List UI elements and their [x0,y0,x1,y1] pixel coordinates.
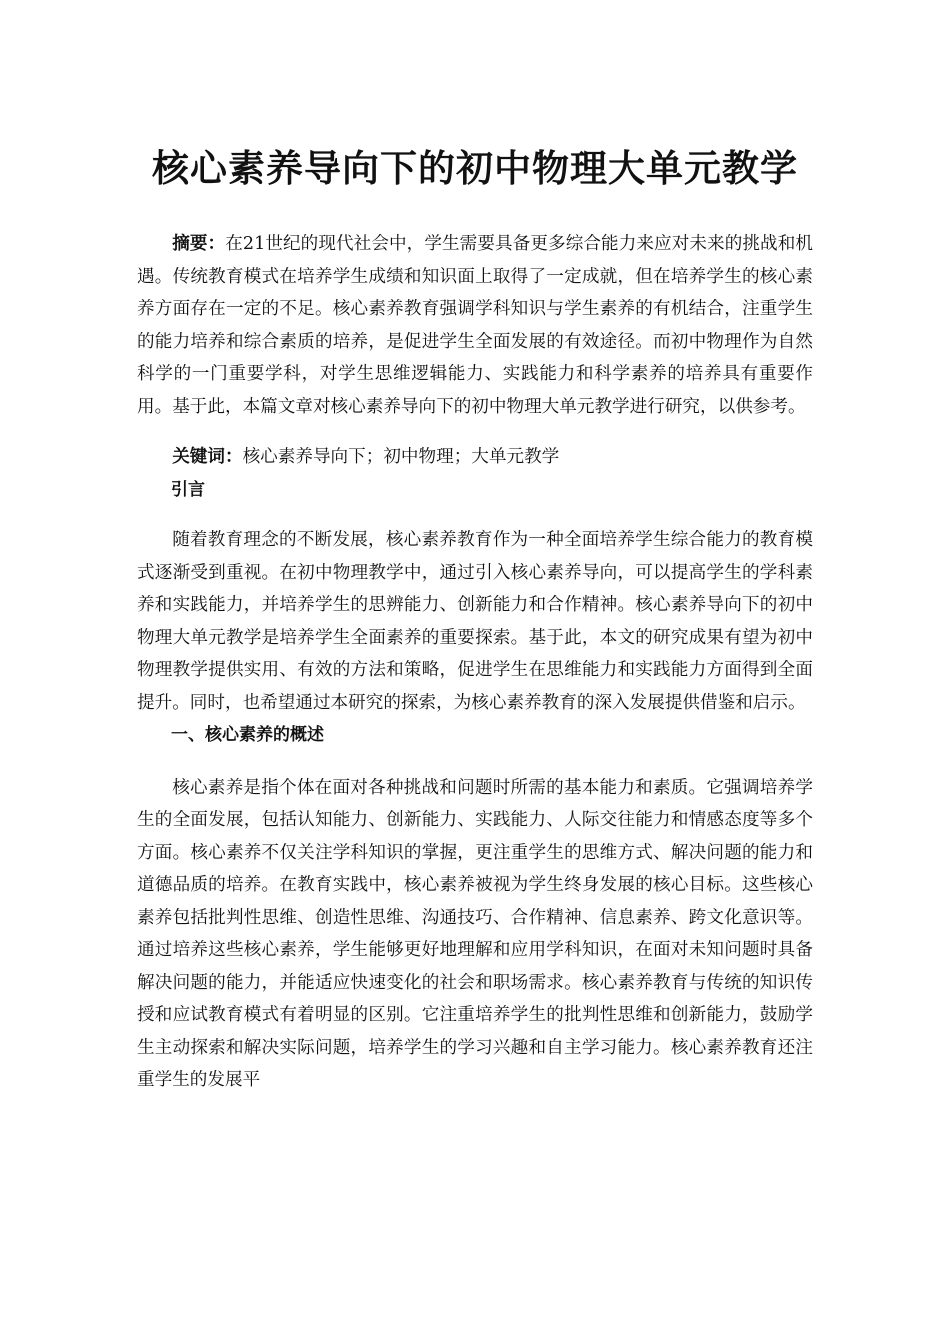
intro-paragraph: 随着教育理念的不断发展，核心素养教育作为一种全面培养学生综合能力的教育模式逐渐受到重视。在初中物理教学中，通过引入核心素养导向，可以提高学生的学科素养和实践能力，并培养学生的思辨能力、创新能力和合作精神。核心素养导向下的初中物理大单元教学是培养学生全面素养的重要探索。基于此，本文的研究成果有望为初中物理教学提供实用、有效的方法和策略，促进学生在思维能力和实践能力方面得到全面提升。同时，也希望通过本研究的探索，为核心素养教育的深入发展提供借鉴和启示。 [137,530,813,713]
document-body [137,228,813,1097]
page-title: 核心素养导向下的初中物理大单元教学 [152,147,798,190]
intro-heading: 引言 [171,479,205,500]
section1-heading: 一、核心素养的概述 [171,725,324,745]
abstract-paragraph [137,228,813,423]
keywords-paragraph [137,441,813,474]
keywords-label: 关键词： [172,447,243,467]
keywords-text: 核心素养导向下；初中物理；大单元教学 [242,447,560,467]
section1-paragraph: 核心素养是指个体在面对各种挑战和问题时所需的基本能力和素质。它强调培养学生的全面发展，包括认知能力、创新能力、实践能力、人际交往能力和情感态度等多个方面。核心素养不仅关注学科知识的掌握，更注重学生的思维方式、解决问题的能力和道德品质的培养。在教育实践中，核心素养被视为学生终身发展的核心目标。这些核心素养包括批判性思维、创造性思维、沟通技巧、合作精神、信息素养、跨文化意识等。通过培养这些核心素养，学生能够更好地理解和应用学科知识，在面对未知问题时具备解决问题的能力，并能适应快速变化的社会和职场需求。核心素养教育与传统的知识传授和应试教育模式有着明显的区别。它注重培养学生的批判性思维和创新能力，鼓励学生主动探索和解决实际问题，培养学生的学习兴趣和自主学习能力。核心素养教育还注重学生的发展平 [137,777,813,1090]
abstract-label: 摘要： [172,234,226,254]
abstract-text: 在21世纪的现代社会中，学生需要具备更多综合能力来应对未来的挑战和机遇。传统教育模式在培养学生成绩和知识面上取得了一定成就，但在培养学生的核心素养方面存在一定的不足。核心素养教育强调学科知识与学生素养的有机结合，注重学生的能力培养和综合素质的培养，是促进学生全面发展的有效途径。而初中物理作为自然科学的一门重要学科，对学生思维逻辑能力、实践能力和科学素养的培养具有重要作用。基于此，本篇文章对核心素养导向下的初中物理大单元教学进行研究，以供参考。 [137,234,813,417]
